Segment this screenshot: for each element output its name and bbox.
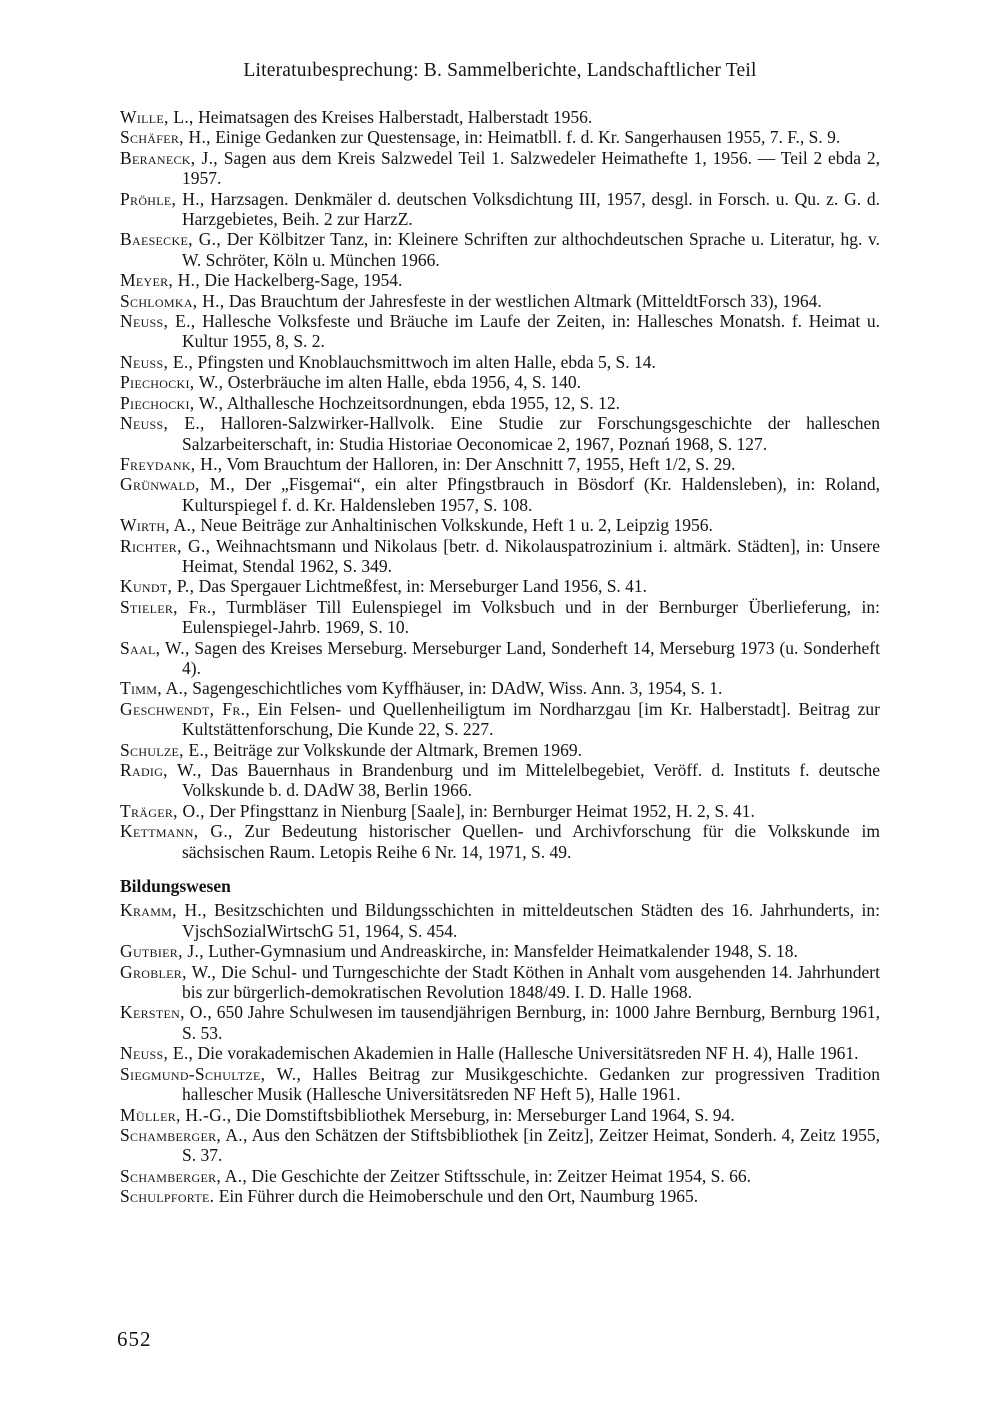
entry-author: Schamberger, A., — [120, 1165, 248, 1186]
entry-text: Das Brauchtum der Jahresfeste in der westlichen Altmark (MitteldtForsch 33), 1964. — [224, 290, 822, 311]
entry-author: Geschwendt, Fr., — [120, 698, 250, 719]
entry-author: Kersten, O., — [120, 1002, 213, 1023]
bibliography-entry — [120, 900, 880, 941]
entry-author: Gutbier, J., — [120, 941, 204, 962]
bibliography-entry — [120, 941, 880, 961]
entry-text: Vom Brauchtum der Halloren, in: Der Anschnitt 7, 1955, Heft 1/2, S. 29. — [222, 453, 736, 474]
entry-text: Die Domstiftsbibliothek Merseburg, in: Merseburger Land 1964, S. 94. — [231, 1104, 735, 1125]
entry-text: Die Geschichte der Zeitzer Stiftsschule, in: Zeitzer Heimat 1954, S. 66. — [247, 1165, 752, 1186]
entry-text: Halles Beitrag zur Musikgeschichte. Gedanken zur progressiven Tradition hallescher Musik (Hallesche Universitätsreden NF Heft 5), Halle 1961. — [182, 1063, 881, 1105]
entry-author: Neuss, E., — [120, 413, 205, 434]
entry-text: Osterbräuche im alten Halle, ebda 1956, 4, S. 140. — [223, 372, 582, 393]
entry-text: Das Spergauer Lichtmeßfest, in: Merseburger Land 1956, S. 41. — [194, 576, 648, 597]
entry-author: Grobler, W., — [120, 961, 217, 982]
entry-text: Der „Fisgemai“, ein alter Pfingstbrauch in Bösdorf (Kr. Haldensleben), in: Roland, Kulturspiegel f. d. Kr. Haldensleben 1957, S. 108. — [182, 474, 881, 515]
entry-text: Pfingsten und Knoblauchsmittwoch im alten Halle, ebda 5, S. 14. — [193, 351, 656, 372]
bibliography-entry — [120, 1002, 880, 1043]
entry-text: Halloren-Salzwirker-Hallvolk. Eine Studie zur Forschungsgeschichte der halleschen Salzarbeiterschaft, in: Studia Historiae Oeconomicae 2, 1967, Poznań 1968, S. 127. — [182, 413, 880, 454]
entry-text: Sagen aus dem Kreis Salzwedel Teil 1. Salzwedeler Heimathefte 1, 1956. — Teil 2 ebda 2, 1957. — [182, 147, 880, 189]
entry-author: Wille, L., — [120, 107, 194, 127]
bibliography-entry — [120, 576, 880, 596]
entry-text: Ein Führer durch die Heimoberschule und den Ort, Naumburg 1965. — [214, 1186, 699, 1207]
page-number: 652 — [117, 1327, 152, 1351]
entry-text: Turmbläser Till Eulenspiegel im Volksbuch und in der Bernburger Überlieferung, in: Eulenspiegel-Jahrb. 1969, S. 10. — [182, 596, 880, 638]
entry-author: Beraneck, J., — [120, 147, 218, 168]
entry-author: Piechocki, W., — [120, 392, 224, 413]
entry-author: Grünwald, M., — [120, 474, 236, 495]
bibliography-entry — [120, 454, 880, 474]
entry-author: Kramm, H., — [120, 900, 207, 921]
entry-text: Sagengeschichtliches vom Kyffhäuser, in: DAdW, Wiss. Ann. 3, 1954, S. 1. — [187, 678, 723, 699]
entry-author: Radig, W., — [120, 760, 202, 780]
entry-author: Richter, G., — [120, 535, 211, 556]
bibliography-entry — [120, 107, 880, 127]
entry-author: Saal, W., — [120, 637, 190, 658]
entry-author: Meyer, H., — [120, 270, 201, 291]
entry-author: Wirth, A., — [120, 515, 196, 536]
section-heading-bildungswesen: Bildungswesen — [120, 876, 231, 897]
entry-text: Das Bauernhaus in Brandenburg und im Mittelelbegebiet, Veröff. d. Instituts f. deutsche Volkskunde b. d. DAdW 38, Berlin 1966. — [182, 760, 881, 801]
entry-author: Schlomka, H., — [120, 290, 225, 311]
bibliography-list-bildungswesen — [120, 900, 880, 1206]
entry-text: Besitzschichten und Bildungsschichten in mitteldeutschen Städten des 16. Jahrhunderts, in: VjschSozialWirtschG 51, 1964, S. 454. — [182, 900, 880, 941]
bibliography-list-volkskunde — [120, 107, 880, 862]
entry-text: Ein Felsen- und Quellenheiligtum im Nordharzgau [im Kr. Halberstadt]. Beitrag zur Kultstättenforschung, Die Kunde 22, S. 227. — [182, 698, 880, 740]
bibliography — [120, 107, 880, 1207]
entry-text: Beiträge zur Volkskunde der Altmark, Bremen 1969. — [208, 739, 582, 760]
entry-author: Siegmund-Schultze, W., — [120, 1063, 302, 1084]
entry-author: Träger, O., — [120, 800, 205, 821]
entry-author: Neuss, E., — [120, 351, 194, 372]
bibliography-entry — [120, 1105, 880, 1125]
bibliography-entry — [120, 148, 880, 189]
entry-author: Baesecke, G., — [120, 229, 222, 250]
bibliography-entry — [120, 372, 880, 392]
bibliography-entry — [120, 821, 880, 862]
entry-author: Neuss, E., — [120, 1043, 194, 1064]
entry-author: Schamberger, A., — [120, 1124, 248, 1145]
bibliography-entry — [120, 413, 880, 454]
bibliography-entry — [120, 127, 880, 147]
bibliography-entry — [120, 393, 880, 413]
entry-author: Kettmann, G., — [120, 821, 233, 842]
entry-text: Sagen des Kreises Merseburg. Merseburger Land, Sonderheft 14, Merseburg 1973 (u. Sonderheft 4). — [182, 637, 880, 678]
entry-author: Kundt, P., — [120, 576, 195, 597]
bibliography-entry — [120, 229, 880, 270]
entry-text: Aus den Schätzen der Stiftsbibliothek [in Zeitz], Zeitzer Heimat, Sonderh. 4, Zeitz 1955, S. 37. — [182, 1124, 880, 1166]
bibliography-entry — [120, 638, 880, 679]
bibliography-entry — [120, 352, 880, 372]
bibliography-entry — [120, 536, 880, 577]
bibliography-entry — [120, 291, 880, 311]
entry-author: Schulpforte. — [120, 1186, 215, 1207]
entry-author: Schäfer, H., — [120, 127, 211, 148]
bibliography-entry — [120, 1186, 880, 1206]
bibliography-entry — [120, 1064, 880, 1105]
entry-text: Die vorakademischen Akademien in Halle (Hallesche Universitätsreden NF H. 4), Halle 1961. — [193, 1043, 859, 1064]
entry-text: Der Pfingsttanz in Nienburg [Saale], in: Bernburger Heimat 1952, H. 2, S. 41. — [204, 800, 755, 821]
entry-author: Stieler, Fr., — [120, 596, 217, 617]
bibliography-entry — [120, 515, 880, 535]
entry-text: 650 Jahre Schulwesen im tausendjährigen Bernburg, in: 1000 Jahre Bernburg, Bernburg 1961, S. 53. — [182, 1002, 880, 1043]
entry-text: Luther-Gymnasium und Andreaskirche, in: Mansfelder Heimatkalender 1948, S. 18. — [203, 941, 798, 962]
entry-author: Piechocki, W., — [120, 372, 224, 393]
entry-text: Die Hackelberg-Sage, 1954. — [200, 270, 403, 291]
entry-text: Weihnachtsmann und Nikolaus [betr. d. Nikolauspatrozinium i. altmärk. Städten], in: Unsere Heimat, Stendal 1962, S. 349. — [182, 535, 880, 576]
bibliography-entry — [120, 1043, 880, 1063]
entry-author: Schulze, E., — [120, 739, 209, 760]
bibliography-entry — [120, 801, 880, 821]
entry-author: Freydank, H., — [120, 453, 223, 474]
entry-text: Einige Gedanken zur Questensage, in: Heimatbll. f. d. Kr. Sangerhausen 1955, 7. F., S. 9. — [210, 127, 841, 148]
bibliography-entry — [120, 474, 880, 515]
entry-author: Timm, A., — [120, 678, 188, 699]
bibliography-entry — [120, 597, 880, 638]
entry-text: Hallesche Volksfeste und Bräuche im Laufe der Zeiten, in: Hallesches Monatsh. f. Heimat u. Kultur 1955, 8, S. 2. — [182, 311, 881, 352]
entry-text: Der Kölbitzer Tanz, in: Kleinere Schriften zur althochdeutschen Sprache u. Literatur, hg. v. W. Schröter, Köln u. München 1966. — [182, 229, 881, 270]
entry-text: Neue Beiträge zur Anhaltinischen Volkskunde, Heft 1 u. 2, Leipzig 1956. — [195, 515, 713, 536]
entry-text: Harzsagen. Denkmäler d. deutschen Volksdichtung III, 1957, desgl. in Forsch. u. Qu. z. G. d. Harzgebietes, Beih. 2 zur HarzZ. — [182, 188, 880, 230]
bibliography-entry — [120, 311, 880, 352]
entry-text: Zur Bedeutung historischer Quellen- und Archivforschung für die Volkskunde im sächsischen Raum. Letopis Reihe 6 Nr. 14, 1971, S. 49. — [182, 821, 880, 862]
entry-text: Heimatsagen des Kreises Halberstadt, Halberstadt 1956. — [193, 107, 593, 127]
entry-author: Müller, H.-G., — [120, 1104, 232, 1125]
entry-author: Neuss, E., — [120, 311, 196, 332]
bibliography-entry — [120, 1125, 880, 1166]
bibliography-entry — [120, 678, 880, 698]
bibliography-entry — [120, 699, 880, 740]
bibliography-entry — [120, 740, 880, 760]
bibliography-entry — [120, 270, 880, 290]
entry-text: Die Schul- und Turngeschichte der Stadt Köthen in Anhalt vom ausgehenden 14. Jahrhundert bis zur bürgerlich-demokratischen Revolution 1848/49. I. D. Halle 1968. — [182, 961, 880, 1003]
bibliography-entry — [120, 760, 880, 801]
running-header: Literatuıbesprechung: B. Sammelberichte, Landschaftlicher Teil — [243, 60, 757, 81]
bibliography-entry — [120, 962, 880, 1003]
entry-author: Pröhle, H., — [120, 188, 205, 209]
entry-text: Althallesche Hochzeitsordnungen, ebda 1955, 12, S. 12. — [223, 392, 620, 413]
bibliography-entry — [120, 189, 880, 230]
bibliography-entry — [120, 1166, 880, 1186]
